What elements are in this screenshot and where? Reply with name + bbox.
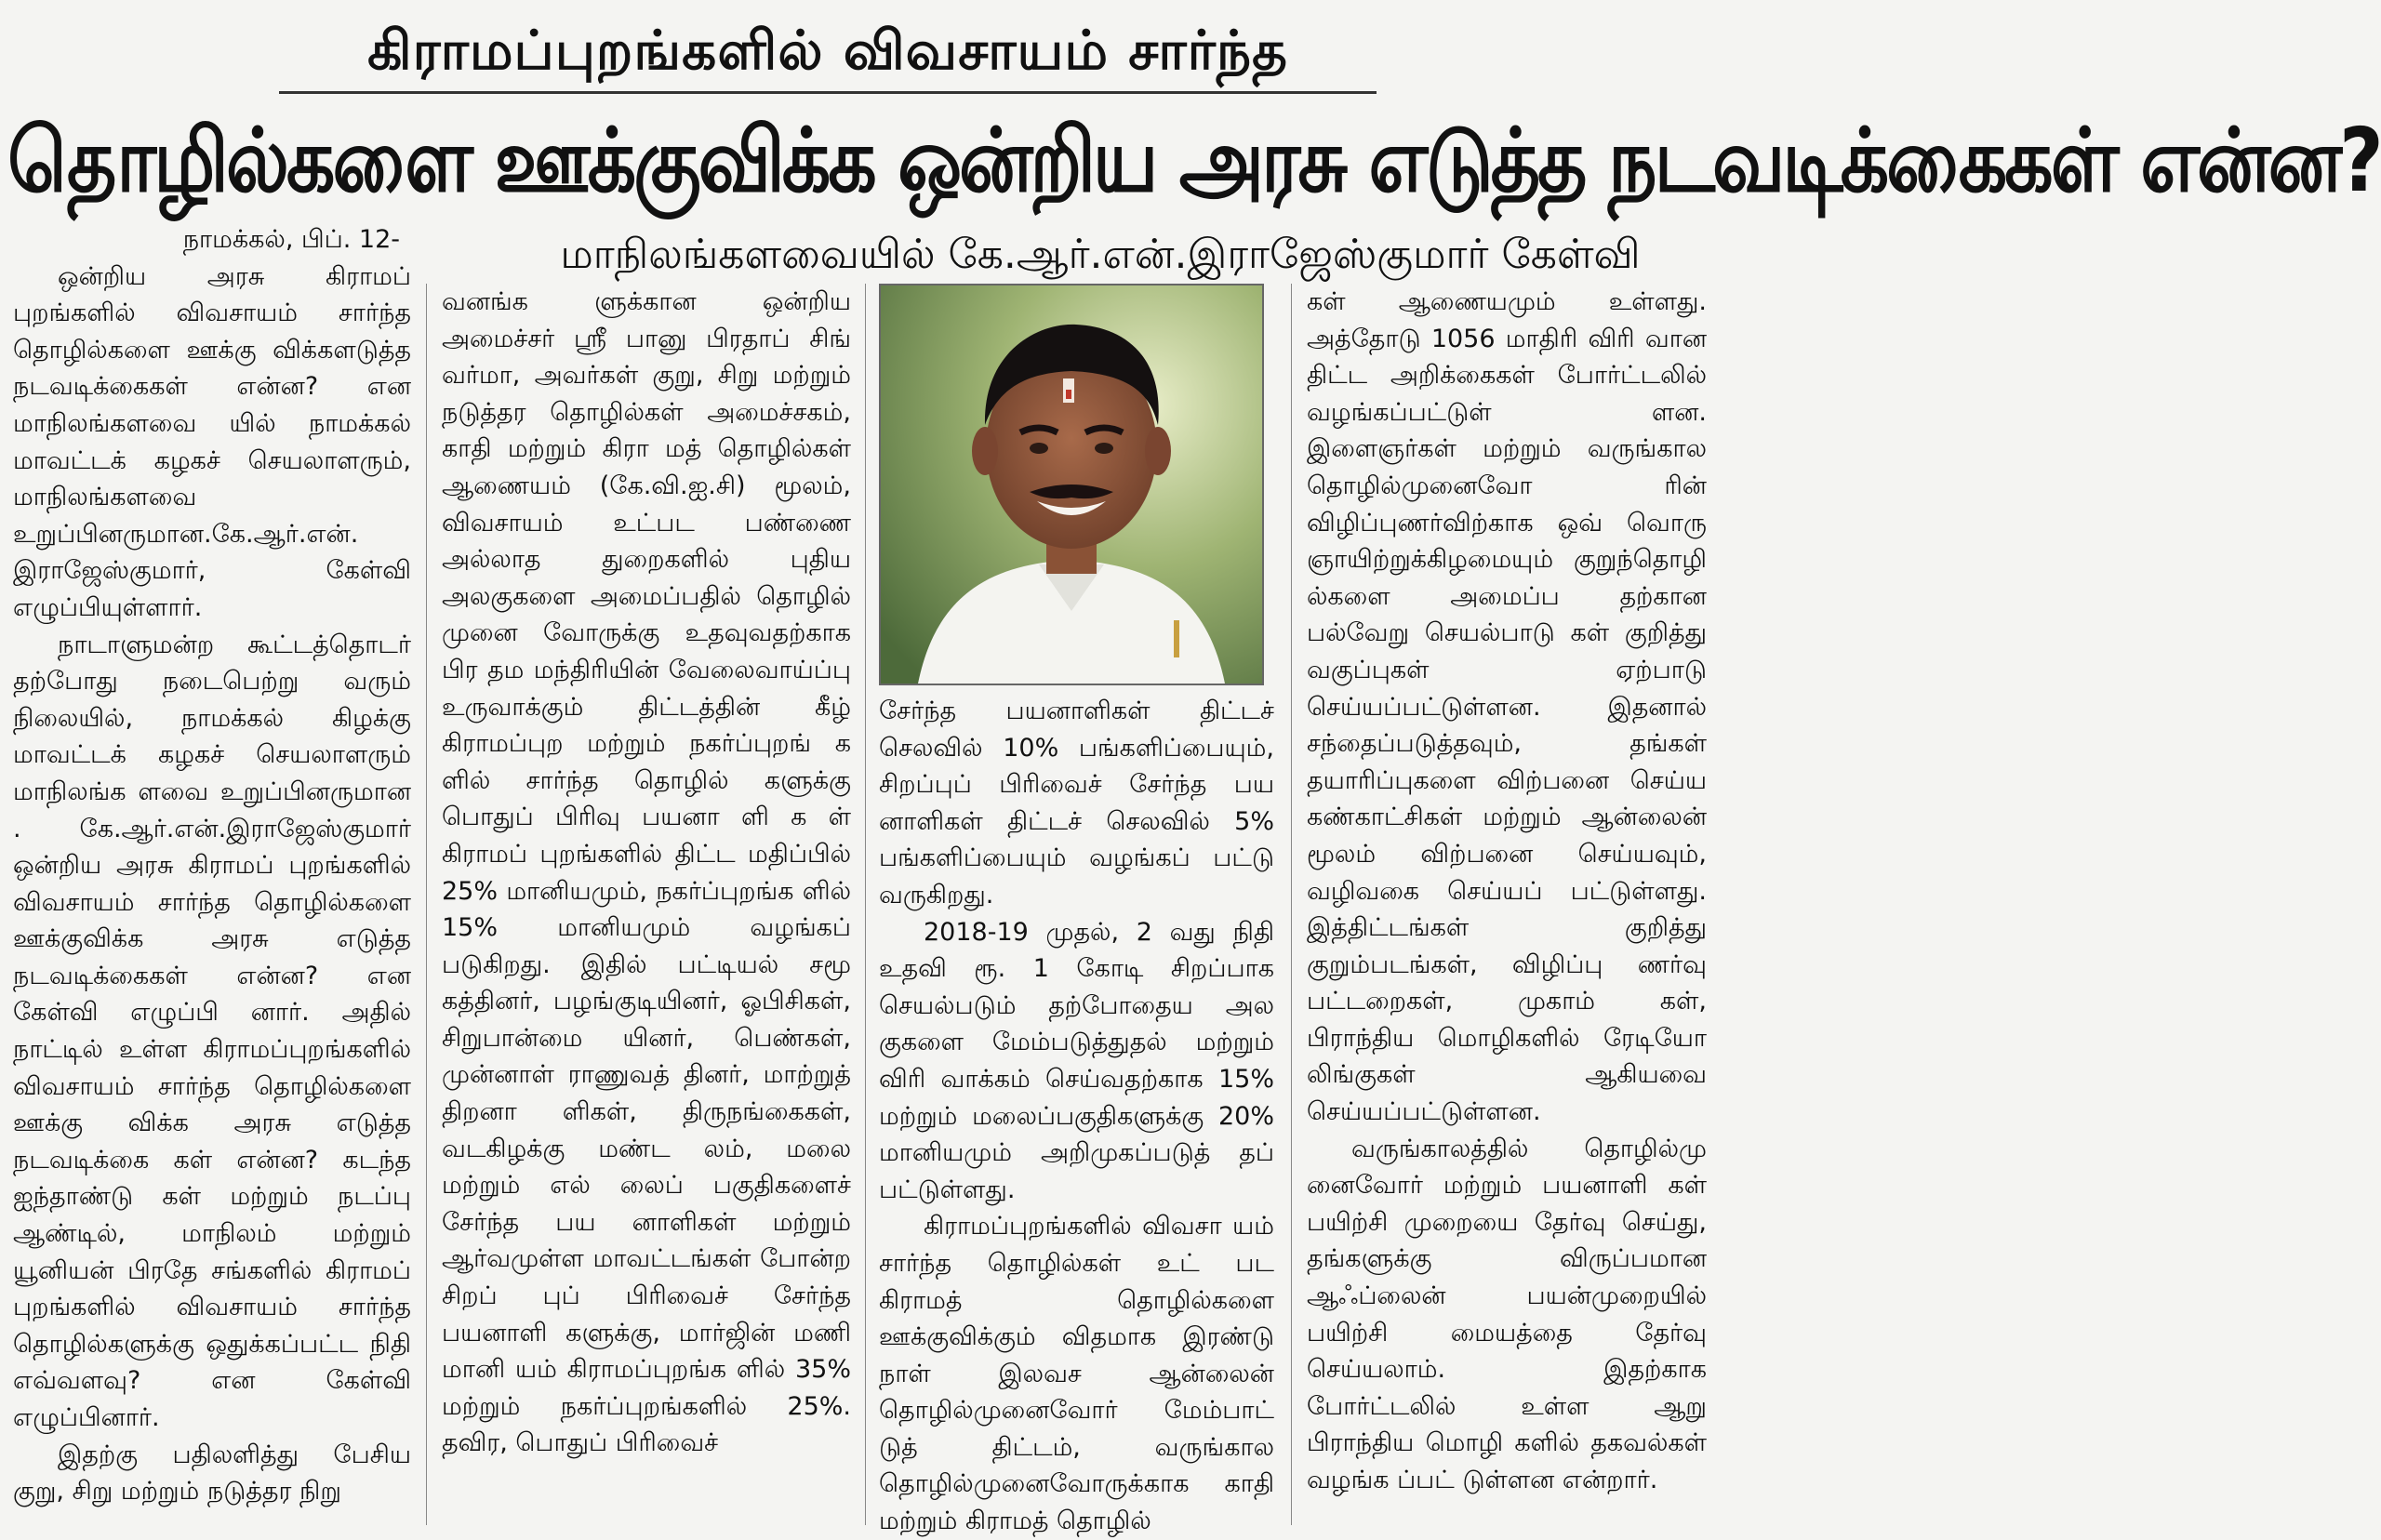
dateline: நாமக்கல், பிப். 12-	[182, 225, 400, 254]
column-1	[13, 221, 411, 1521]
paragraph: வருங்காலத்தில் தொழில்மு னைவோர் மற்றும் பயனாளி கள் பயிற்சி முறையை தேர்வு செய்து, தங்களுக்கு விருப்பமான ஆஃப்லைன் பயன்முறையில் பயிற்சி மையத்தை தேர்வு செய்யலாம். இதற்காக போர்ட்டலில் உள்ள ஆறு பிராந்திய மொழி களில் தகவல்கள் வழங்க ப்பட் டுள்ளன என்றார்.	[1307, 1134, 1707, 1494]
kicker-headline: கிராமப்புறங்களில் விவசாயம் சார்ந்த	[279, 9, 1377, 94]
paragraph: கிராமப்புறங்களில் விவசா யம் சார்ந்த தொழில்கள் உட் பட கிராமத் தொழில்களை ஊக்குவிக்கும் விதமாக இரண்டு நாள் இலவச ஆன்லைன் தொழில்முனைவோர் மேம்பாட் டுத் திட்டம், வருங்கால தொழில்முனைவோருக்காக காதி மற்றும் கிராமத் தொழில்	[879, 1212, 1274, 1536]
column-divider	[426, 284, 427, 1525]
sub-headline: மாநிலங்களவையில் கே.ஆர்.என்.இராஜேஸ்குமார் கேள்வி	[560, 231, 1641, 278]
portrait-photo	[879, 284, 1264, 685]
column-divider	[865, 284, 866, 1525]
paragraph: சேர்ந்த பயனாளிகள் திட்டச் செலவில் 10% பங்களிப்பையும், சிறப்புப் பிரிவைச் சேர்ந்த பய னாளிகள் திட்டச் செலவில் 5% பங்களிப்பையும் வழங்கப் பட்டு வருகிறது.	[879, 697, 1274, 909]
column-divider	[1291, 284, 1292, 1525]
portrait-illustration	[881, 285, 1262, 684]
main-headline: தொழில்களை ஊக்குவிக்க ஒன்றிய அரசு எடுத்த நடவடிக்கைகள் என்ன?	[7, 110, 2381, 213]
paragraph: நாடாளுமன்ற கூட்டத்தொடர் தற்போது நடைபெற்று வரும் நிலையில், நாமக்கல் கிழக்கு மாவட்டக் கழகச் செயலாளரும் மாநிலங்க ளவை உறுப்பினருமான . கே.ஆர்.என்.இராஜேஸ்குமார் ஒன்றிய அரசு கிராமப் புறங்களில் விவசாயம் சார்ந்த தொழில்களை ஊக்குவிக்க அரசு எடுத்த நடவடிக்கைகள் என்ன? என கேள்வி எழுப்பி னார். அதில் நாட்டில் உள்ள கிராமப்புறங்களில் விவசாயம் சார்ந்த தொழில்களை ஊக்கு விக்க அரசு எடுத்த நடவடிக்கை கள் என்ன? கடந்த ஐந்தாண்டு கள் மற்றும் நடப்பு ஆண்டில், மாநிலம் மற்றும் யூனியன் பிரதே சங்களில் கிராமப் புறங்களில் விவசாயம் சார்ந்த தொழில்களுக்கு ஒதுக்கப்பட்ட நிதி எவ்வளவு? என கேள்வி எழுப்பினார்.	[13, 630, 411, 1432]
column-2	[442, 284, 851, 1525]
paragraph: 2018-19 முதல், 2 வது நிதி உதவி ரூ. 1 கோடி சிறப்பாக செயல்படும் தற்போதைய அல குகளை மேம்படுத்துதல் மற்றும் விரி வாக்கம் செய்வதற்காக 15% மற்றும் மலைப்பகுதிகளுக்கு 20% மானியமும் அறிமுகப்படுத் தப் பட்டுள்ளது.	[879, 917, 1274, 1204]
column-4	[1307, 284, 1707, 1525]
paragraph: கள் ஆணையமும் உள்ளது. அத்தோடு 1056 மாதிரி விரி வான திட்ட அறிக்கைகள் போர்ட்டலில் வழங்கப்பட்டுள் ளன. இளைஞர்கள் மற்றும் வருங்கால தொழில்முனைவோ ரின் விழிப்புணர்விற்காக ஒவ் வொரு ஞாயிற்றுக்கிழமையும் குறுந்தொழி ல்களை அமைப்ப தற்கான பல்வேறு செயல்பாடு கள் குறித்து வகுப்புகள் ஏற்பாடு செய்யப்பட்டுள்ளன. இதனால் சந்தைப்படுத்தவும், தங்கள் தயாரிப்புகளை விற்பனை செய்ய கண்காட்சிகள் மற்றும் ஆன்லைன் மூலம் விற்பனை செய்யவும், வழிவகை செய்யப் பட்டுள்ளது. இத்திட்டங்கள் குறித்து குறும்படங்கள், விழிப்பு ணர்வு பட்டறைகள், முகாம் கள், பிராந்திய மொழிகளில் ரேடியோ லிங்குகள் ஆகியவை செய்யப்பட்டுள்ளன.	[1307, 287, 1707, 1127]
paragraph: இதற்கு பதிலளித்து பேசிய குறு, சிறு மற்றும் நடுத்தர நிறு	[13, 1440, 411, 1507]
paragraph: ஒன்றிய அரசு கிராமப் புறங்களில் விவசாயம் சார்ந்த தொழில்களை ஊக்கு விக்களடுத்த நடவடிக்கைகள் என்ன? என மாநிலங்களவை யில் நாமக்கல் மாவட்டக் கழகச் செயலாளரும், மாநிலங்களவை உறுப்பினருமான.கே.ஆர்.என். இராஜேஸ்குமார், கேள்வி எழுப்பியுள்ளார்.	[13, 261, 411, 622]
column-3	[879, 693, 1274, 1536]
paragraph: வனங்க ளுக்கான ஒன்றிய அமைச்சர் ஸ்ரீ பானு பிரதாப் சிங் வர்மா, அவர்கள் குறு, சிறு மற்றும் நடுத்தர தொழில்கள் அமைச்சகம், காதி மற்றும் கிரா மத் தொழில்கள் ஆணையம் (கே.வி.ஐ.சி) மூலம், விவசாயம் உட்பட பண்ணை அல்லாத துறைகளில் புதிய அலகுகளை அமைப்பதில் தொழில் முனை வோருக்கு உதவுவதற்காக பிர தம மந்திரியின் வேலைவாய்ப்பு உருவாக்கும் திட்டத்தின் கீழ் கிராமப்புற மற்றும் நகர்ப்புறங் க ளில் சார்ந்த தொழில் களுக்கு பொதுப் பிரிவு பயனா ளி க ள் கிராமப் புறங்களில் திட்ட மதிப்பில் 25% மானியமும், நகர்ப்புறங்க ளில் 15% மானியமும் வழங்கப் படுகிறது. இதில் பட்டியல் சமூ கத்தினர், பழங்குடியினர், ஓபிசிகள், சிறுபான்மை யினர், பெண்கள், முன்னாள் ராணுவத் தினர், மாற்றுத் திறனா ளிகள், திருநங்கைகள், வடகிழக்கு மண்ட லம், மலை மற்றும் எல் லைப் பகுதிகளைச் சேர்ந்த பய னாளிகள் மற்றும் ஆர்வமுள்ள மாவட்டங்கள் போன்ற சிறப் புப் பிரிவைச் சேர்ந்த பயனாளி களுக்கு, மார்ஜின் மணி மானி யம் கிராமப்புறங்க ளில் 35% மற்றும் நகர்ப்புறங்களில் 25%. தவிர, பொதுப் பிரிவைச்	[442, 287, 851, 1458]
